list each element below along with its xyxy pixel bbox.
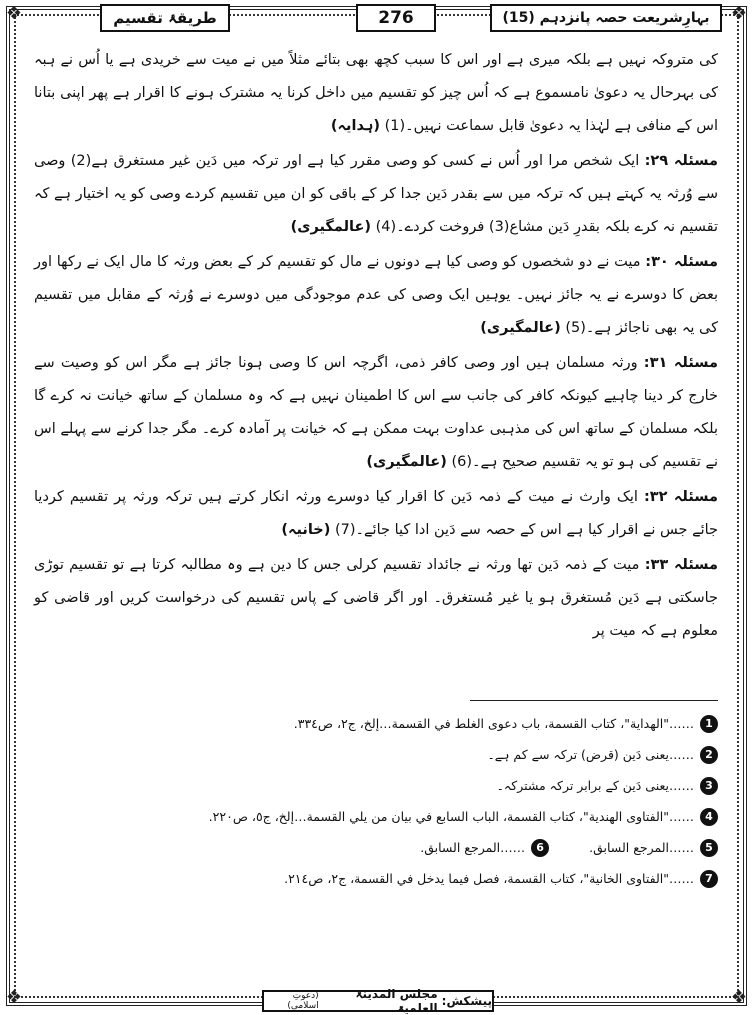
corner-ornament-icon: ❖ [5, 987, 23, 1008]
footnote-text: ……یعنی دَین (قرض) ترکہ سے کم ہے۔ [487, 747, 694, 762]
footnote-text: ……المرجع السابق. [589, 840, 694, 855]
footnote [34, 801, 718, 832]
footer-sub: (دعوتِ اسلامی) [287, 991, 319, 1011]
page-number: 276 [356, 4, 436, 32]
paragraph-text: کی متروکہ نہیں ہے بلکہ میری ہے اور اس کا سبب کچھ بھی بتائے مثلاً میں نے میت سے خریدی ہے یا اُس نے ہبہ کی بہرحال یہ دعویٰ نامسموع ہے کہ اُس چیز کو تقسیم میں داخل کرنا یہ مشترک ہونے کا اقرار ہے پھر اپنی بتانا اس کے منافی ہے لہٰذا یہ دعویٰ قابل سماعت نہیں۔(1) [34, 52, 718, 134]
page-header [20, 2, 733, 36]
reference: (عالمگیری) [366, 454, 447, 470]
footnote-text: ……"الفتاوى الخانية"، كتاب القسمة، فصل فيما يدخل في القسمة، ج٢، ص٢١٤. [284, 871, 694, 886]
reference: (خانیہ) [281, 522, 331, 538]
masala-31 [34, 347, 718, 479]
masala-label: مسئلہ ۲۹: [644, 153, 718, 169]
footnote [34, 708, 718, 739]
masala-30 [34, 246, 718, 345]
footnote [34, 770, 718, 801]
footnote-text: ……یعنی دَین کے برابر ترکہ مشترکہ۔ [496, 778, 694, 793]
corner-ornament-icon: ❖ [5, 3, 23, 24]
paragraph [34, 44, 718, 143]
paragraph-text: ایک وارث نے میت کے ذمہ دَین کا اقرار کیا دوسرے ورثہ انکار کرتے ہیں ترکہ ورثہ پر تقسیم کردیا جائے جس نے اقرار کیا ہے اس کے حصہ سے دَین ادا کیا جائے۔(7) [34, 489, 718, 538]
masala-label: مسئلہ ۳۰: [645, 254, 718, 270]
footnote [34, 863, 718, 894]
masala-32 [34, 481, 718, 547]
footnote [420, 832, 549, 863]
footnote [34, 739, 718, 770]
paragraph-text: ورثہ مسلمان ہیں اور وصی کافر ذمی، اگرچہ اس کا وصی ہونا جائز ہے مگر اس کو وصیت سے خارج کر دینا چاہیے کیونکہ کافر کی جانب سے اس کا اطمینان نہیں ہے کہ وہ مسلمان کے ساتھ خیانت نہ کرے گا بلکہ مسلمان کے ساتھ اس کی مذہبی عداوت بہت ممکن ہے کہ خیانت پر آمادہ کرے۔ مگر جدا کرنے سے پہلے اس نے تقسیم کی ہو تو یہ تقسیم صحیح ہے۔(6) [34, 355, 718, 470]
paragraph-text: میت کے ذمہ دَین تھا ورثہ نے جائداد تقسیم کرلی جس کا دین ہے وہ مطالبہ کرتا ہے تو تقسیم توڑی جاسکتی ہے دَین مُستغرق ہو یا غیر مُستغرق۔ اور اگر قاضی کے پاس تقسیم کی درخواست کریں اور قاضی کو معلوم ہے کہ میت پر [34, 557, 718, 639]
footnote-number: 6 [531, 839, 549, 857]
footnote-divider [470, 700, 718, 701]
paragraph-text: ایک شخص مرا اور اُس نے کسی کو وصی مقرر کیا ہے اور ترکہ میں دَین غیر مستغرق ہے(2) وصی سے وُرثہ یہ کہتے ہیں کہ ترکہ میں سے بقدر دَین جدا کر کے باقی کو ان میں تقسیم کردے وصی کو یہ اختیار ہے کہ تقسیم نہ کرے بلکہ بقدرِ دَین مشاع(3) فروخت کردے۔(4) [34, 153, 718, 235]
book-title: بہارِشریعت حصہ پانزدہم (15) [490, 4, 722, 32]
footnote [589, 832, 718, 863]
paragraph-text: میت نے دو شخصوں کو وصی کیا ہے دونوں نے مال کو تقسیم کر کے بعض ورثہ کا مال ایک نے رکھا اور بعض کا دوسرے نے یہ جائز نہیں۔ یوہیں ایک وصی کی عدم موجودگی میں دوسرے نے وُرثہ کے مقابل میں تقسیم کی یہ بھی ناجائز ہے۔(5) [34, 254, 718, 336]
reference: (عالمگیری) [290, 219, 372, 235]
footnote-number: 7 [700, 870, 718, 888]
main-text [34, 44, 718, 650]
chapter-title: طریقۂ تقسیم [100, 4, 230, 32]
reference: (عالمگیری) [480, 320, 561, 336]
corner-ornament-icon: ❖ [730, 987, 748, 1008]
masala-label: مسئلہ ۳۱: [643, 355, 718, 371]
footer-org: مجلس المدینۃ العلمیۃ [355, 987, 438, 1015]
page-footer [262, 987, 494, 1015]
masala-29 [34, 145, 718, 244]
footer-presented-by: پیشکش: [441, 994, 492, 1008]
masala-label: مسئلہ ۳۲: [643, 489, 718, 505]
footnote-number: 1 [700, 715, 718, 733]
footnotes [34, 708, 718, 894]
footnote-number: 3 [700, 777, 718, 795]
footnote-text: ……المرجع السابق. [420, 840, 526, 855]
footnote-row [34, 832, 718, 863]
corner-ornament-icon: ❖ [730, 3, 748, 24]
masala-label: مسئلہ ۳۳: [644, 557, 719, 573]
footnote-text: ……"الهداية"، كتاب القسمة، باب دعوى الغلط في القسمة…إلخ، ج٢، ص٣٣٤. [293, 716, 694, 731]
masala-33 [34, 549, 718, 648]
footnote-text: ……"الفتاوى الهندية"، كتاب القسمة، الباب السابع في بيان من يلي القسمة…إلخ، ج٥، ص٢٢٠. [208, 809, 694, 824]
footnote-number: 4 [700, 808, 718, 826]
reference: (ہدایہ) [330, 118, 380, 134]
footnote-number: 2 [700, 746, 718, 764]
footnote-number: 5 [700, 839, 718, 857]
